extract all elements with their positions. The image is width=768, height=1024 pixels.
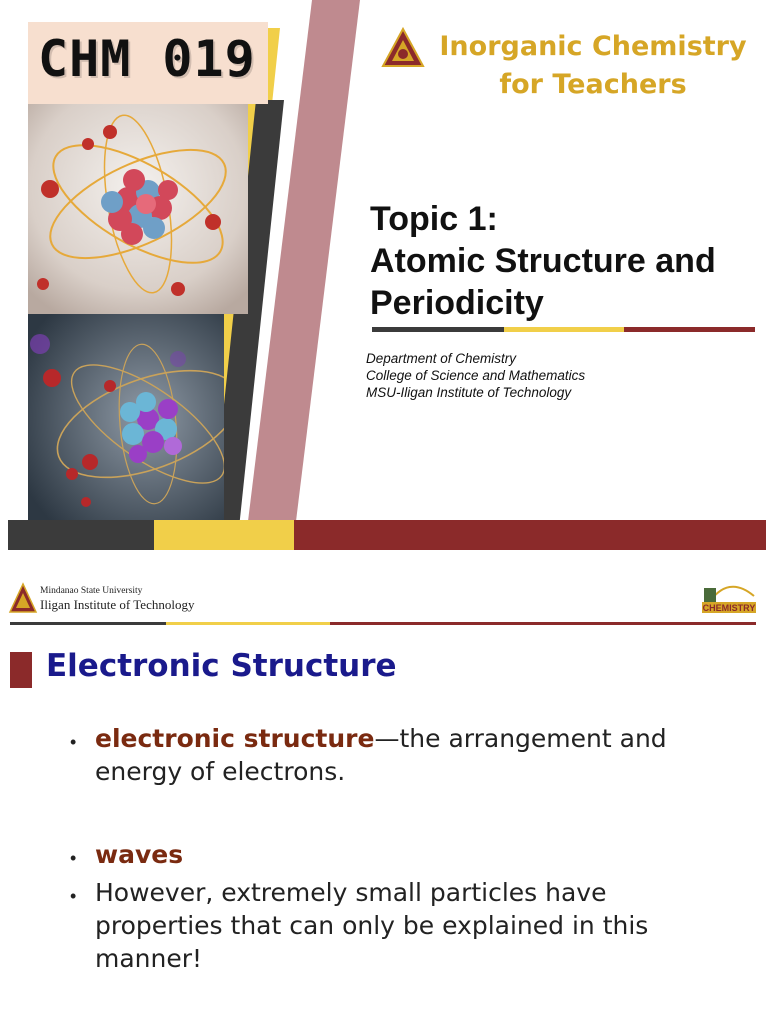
- course-title-line2: for Teachers: [499, 69, 687, 100]
- topic-line3: Periodicity: [370, 284, 544, 322]
- bullet-term: waves: [95, 840, 184, 869]
- topic-rule-maroon: [624, 327, 755, 332]
- section-title: Electronic Structure: [46, 648, 397, 684]
- bullet-item-3: [95, 876, 695, 975]
- course-code: CHM 019: [38, 30, 256, 88]
- chemistry-dept-logo-icon: [700, 578, 758, 620]
- topic-line1: Topic 1:: [370, 200, 498, 238]
- bullet-item-1: [95, 722, 695, 788]
- course-title-line1: Inorganic Chemistry: [439, 31, 747, 62]
- section-marker: [10, 652, 32, 688]
- dept-line2: College of Science and Mathematics: [366, 368, 586, 383]
- header-rule-yellow: [166, 622, 330, 625]
- header-rule-maroon: [330, 622, 756, 625]
- dept-line3: MSU-Iligan Institute of Technology: [366, 385, 572, 400]
- atom-image-top: [28, 104, 248, 314]
- uni-line1: Mindanao State University: [40, 586, 143, 596]
- band-dark: [8, 520, 154, 550]
- header-rule-dark: [10, 622, 166, 625]
- bullet-term: electronic structure: [95, 724, 375, 753]
- band-maroon: [294, 520, 766, 550]
- course-title: [438, 28, 748, 104]
- topic-rule-yellow: [504, 327, 624, 332]
- dept-line1: Department of Chemistry: [366, 351, 517, 366]
- topic-rule-dark: [372, 327, 504, 332]
- content-slide: [0, 560, 768, 1024]
- bullet-text: —the arrangement and energy of electrons.: [95, 724, 667, 786]
- topic-line2: Atomic Structure and: [370, 242, 716, 280]
- band-yellow: [154, 520, 294, 550]
- atom-image-bottom: [28, 314, 224, 520]
- chem-logo-text: CHEMISTRY: [702, 603, 756, 613]
- university-seal-icon: [8, 582, 38, 616]
- bullet-item-2: [95, 838, 695, 871]
- department-info: [366, 350, 585, 401]
- topic-title: [370, 198, 750, 324]
- msu-iit-logo-icon: [380, 26, 426, 72]
- bullet-dot: •: [70, 886, 77, 906]
- bullet-dot: •: [70, 732, 77, 752]
- bullet-text: However, extremely small particles have properties that can only be explained in this manner!: [95, 878, 649, 973]
- bullet-dot: •: [70, 848, 77, 868]
- uni-line2: Iligan Institute of Technology: [40, 597, 195, 612]
- university-name: [40, 586, 194, 612]
